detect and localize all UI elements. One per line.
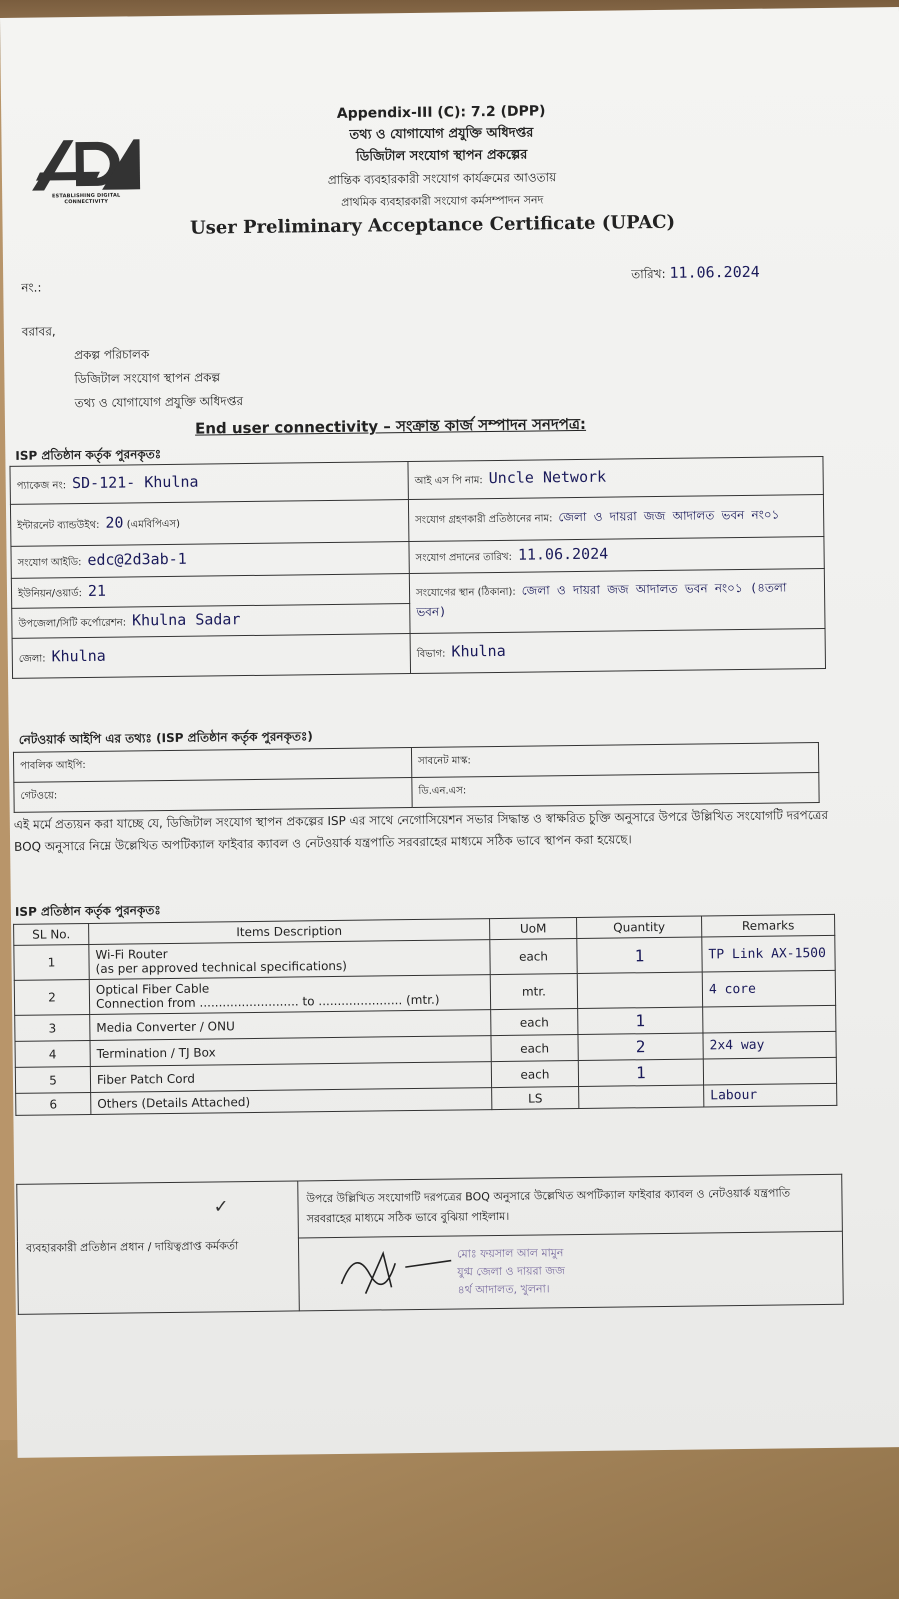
page-title: User Preliminary Acceptance Certificate (UPAC)	[189, 211, 676, 239]
quantity-cell-text: 1	[635, 1063, 646, 1083]
quantity-cell	[577, 937, 702, 974]
column-header: SL No.	[14, 923, 89, 945]
quantity-cell	[577, 972, 702, 1009]
sl-cell-text: 1	[47, 955, 56, 970]
declaration-text: এই মর্মে প্রত্যয়ন করা যাচ্ছে যে, ডিজিটাল সংযোগ স্থাপন প্রকল্পের ISP এর সাথে নেগোসিয়েশন সভার সিদ্ধান্ত ও স্বাক্ষরিত চুক্তি অনুসারে উপরে উল্লিখিত সংযোগটি দরপত্রের BOQ অনুসারে নিম্নে উল্লেখিত অপটিক্যাল ফাইবার ক্যাবল ও নেটওয়ার্ক যন্ত্রপাতি সরবরাহের মাধ্যমে সঠিক ভাবে স্থাপন করা হয়েছে।	[13, 807, 829, 854]
remarks-cell	[704, 1083, 837, 1107]
isp-fill-label-2: ISP প্রতিষ্ঠান কর্তৃক পুরনকৃতঃ	[14, 903, 161, 919]
quantity-cell	[578, 1059, 703, 1087]
public-ip-label: পাবলিক আইপি:	[13, 748, 411, 783]
sl-cell-text: 5	[49, 1072, 57, 1087]
description-cell	[89, 975, 490, 1015]
address-line: তথ্য ও যোগাযোগ প্রযুক্তি অধিদপ্তর	[74, 394, 244, 411]
check-mark-icon: ✓	[213, 1196, 229, 1218]
date-label: তারিখ:	[631, 266, 666, 282]
uom-cell-text: each	[520, 1066, 550, 1082]
uom-cell-text: each	[520, 1040, 550, 1056]
sl-cell-text: 6	[49, 1096, 58, 1111]
sl-cell	[14, 979, 89, 1015]
signatory-label: ব্যবহারকারী প্রতিষ্ঠান প্রধান / দায়িত্বপ্রাপ্ত কর্মকর্তা	[25, 1239, 239, 1255]
seal-court: ৪র্থ আদালত, খুলনা।	[457, 1282, 550, 1297]
upazila-value: Khulna Sadar	[131, 610, 241, 630]
location-value: জেলা ও দায়রা জজ আদালত ভবন নং০১ (৪তলা ভবন)	[416, 579, 787, 619]
date-value: 11.06.2024	[669, 262, 760, 282]
description-cell-text: Wi-Fi Router	[95, 947, 168, 962]
remarks-cell	[703, 1031, 836, 1059]
bandwidth-value: 20	[105, 513, 124, 532]
signature-mark	[335, 1243, 456, 1300]
remarks-cell	[703, 1057, 836, 1085]
quantity-cell	[578, 1007, 703, 1035]
uom-cell	[491, 1035, 578, 1062]
items-table	[13, 914, 837, 1116]
logo-tagline: ESTABLISHING DIGITAL CONNECTIVITY	[51, 192, 121, 206]
gateway-label: গেটওয়ে:	[14, 778, 412, 813]
sl-cell	[14, 944, 89, 980]
connection-date-value: 11.06.2024	[517, 544, 609, 564]
memo-number-label: নং.:	[21, 280, 42, 295]
description-detail: (as per approved technical specifications)	[95, 958, 348, 976]
bandwidth-cell: ইন্টারনেট ব্যান্ডউইথ: 20 (এমবিপিএস)	[10, 500, 408, 547]
background-bottom	[0, 1440, 899, 1599]
isp-name-value: Uncle Network	[488, 467, 607, 488]
seal-cell	[298, 1231, 843, 1311]
address-line: প্রকল্প পরিচালক	[74, 347, 150, 363]
quantity-cell	[578, 1033, 703, 1061]
description-cell-text: Termination / TJ Box	[96, 1044, 216, 1061]
sl-cell	[16, 1092, 91, 1115]
union-cell: ইউনিয়ন/ওয়ার্ড: 21	[11, 574, 409, 609]
sl-cell-text: 3	[48, 1020, 57, 1035]
description-cell-text: Fiber Patch Cord	[96, 1071, 196, 1087]
recipient-cell: সংযোগ গ্রহণকারী প্রতিষ্ঠানের নাম: জেলা ও দায়রা জজ আদালত ভবন নং০১	[408, 494, 823, 541]
union-value: 21	[87, 581, 107, 600]
signatory-cell	[17, 1181, 300, 1314]
column-header: Remarks	[702, 914, 835, 937]
connection-id-value: edc@2d3ab-1	[87, 549, 187, 569]
upazila-cell: উপজেলা/সিটি কর্পোরেশন: Khulna Sadar	[12, 604, 410, 639]
connection-form-table	[9, 456, 826, 679]
isp-name-cell: আই এস পি নাম: Uncle Network	[408, 456, 823, 499]
quantity-cell	[579, 1085, 704, 1109]
network-table	[13, 742, 820, 813]
connection-date-cell: সংযোগ প্রদানের তারিখ: 11.06.2024	[409, 536, 824, 573]
remarks-cell	[702, 935, 835, 972]
quantity-cell-text: 1	[634, 945, 645, 965]
description-cell	[89, 940, 490, 980]
connection-id-cell: সংযোগ আইডি: edc@2d3ab-1	[11, 542, 409, 579]
remarks-cell-text: 2x4 way	[709, 1037, 765, 1054]
district-value: Khulna	[51, 646, 106, 666]
acceptance-statement: উপরে উল্লিখিত সংযোগটি দরপত্রের BOQ অনুসারে উল্লেখিত অপটিক্যাল ফাইবার ক্যাবল ও নেটওয়ার্ক যন্ত্রপাতি সরবরাহের মাধ্যমে সঠিক ভাবে বুঝিয়া পাইলাম।	[298, 1174, 843, 1238]
description-detail: Connection from .......................... to ...................... (mtr.)	[95, 992, 440, 1011]
uom-cell	[491, 1009, 578, 1036]
quantity-cell-text: 1	[635, 1011, 646, 1031]
official-seal	[457, 1241, 835, 1300]
uom-cell	[490, 974, 577, 1010]
description-cell	[91, 1088, 492, 1115]
acceptance-table	[16, 1174, 844, 1315]
remarks-cell	[703, 1005, 836, 1033]
address-block	[22, 317, 243, 416]
uom-cell-text: each	[518, 949, 549, 964]
description-cell-text: Others (Details Attached)	[97, 1094, 251, 1111]
network-title: নেটওয়ার্ক আইপি এর তথ্যঃ (ISP প্রতিষ্ঠান কর্তৃক পুরনকৃতঃ)	[18, 729, 313, 747]
seal-designation: যুগ্ম জেলা ও দায়রা জজ	[457, 1264, 566, 1279]
remarks-cell-text: 4 core	[708, 981, 756, 997]
quantity-cell-text: 2	[635, 1037, 646, 1057]
sl-cell	[15, 1066, 90, 1093]
dept-heading: তথ্য ও যোগাযোগ প্রযুক্তি অধিদপ্তর	[349, 125, 534, 143]
uom-cell-text: LS	[527, 1090, 543, 1106]
district-cell: জেলা: Khulna	[12, 634, 410, 679]
description-cell-text: Media Converter / ONU	[96, 1018, 235, 1035]
project-heading: ডিজিটাল সংযোগ স্থাপন প্রকল্পের	[355, 147, 528, 165]
remarks-cell-text: TP Link AX-1500	[708, 945, 826, 962]
date-field	[631, 263, 760, 287]
column-header: Items Description	[89, 919, 490, 945]
address-to: বরাবর,	[21, 324, 56, 339]
document-page	[0, 7, 899, 1458]
uom-cell	[490, 939, 577, 975]
address-line: ডিজিটাল সংযোগ স্থাপন প্রকল্প	[74, 370, 221, 387]
division-value: Khulna	[451, 641, 506, 661]
description-cell-text: Optical Fiber Cable	[95, 981, 210, 997]
cert-subheading: প্রাথমিক ব্যবহারকারী সংযোগ কর্মসম্পাদন সনদ	[341, 193, 544, 209]
sl-cell	[15, 1014, 90, 1041]
uom-cell-text: each	[519, 1014, 549, 1030]
sl-cell-text: 4	[48, 1046, 57, 1061]
program-heading: প্রান্তিক ব্যবহারকারী সংযোগ কার্যক্রমের আওতায়	[327, 170, 557, 188]
uom-cell	[492, 1087, 579, 1110]
uom-cell-text: mtr.	[521, 984, 547, 999]
appendix-heading: Appendix-III (C): 7.2 (DPP)	[336, 103, 546, 122]
uom-cell	[491, 1061, 578, 1088]
division-cell: বিভাগ: Khulna	[410, 628, 825, 673]
location-cell: সংযোগের স্থান (ঠিকানা): জেলা ও দায়রা জজ আদালত ভবন নং০১ (৪তলা ভবন)	[409, 568, 825, 633]
section-title: End user connectivity – সংক্রান্ত কার্জ সম্পাদন সনদপত্র:	[194, 414, 587, 438]
sl-cell	[15, 1040, 90, 1067]
dns-label: ডি.এন.এস:	[412, 773, 819, 808]
remarks-cell-text: Labour	[710, 1087, 758, 1104]
seal-name: মোঃ ফয়সাল আল মামুন	[457, 1246, 564, 1261]
column-header: UoM	[490, 918, 577, 940]
isp-fill-label: ISP প্রতিষ্ঠান কর্তৃক পুরনকৃতঃ	[15, 447, 162, 463]
remarks-cell	[702, 970, 835, 1007]
package-cell: প্যাকেজ নং: SD-121- Khulna	[10, 462, 408, 505]
subnet-label: সাবনেট মাস্ক:	[411, 743, 818, 778]
recipient-value: জেলা ও দায়রা জজ আদালত ভবন নং০১	[558, 507, 780, 524]
items-body	[14, 935, 837, 1115]
column-header: Quantity	[577, 916, 702, 939]
sl-cell-text: 2	[48, 990, 56, 1005]
package-value: SD-121- Khulna	[71, 472, 199, 493]
